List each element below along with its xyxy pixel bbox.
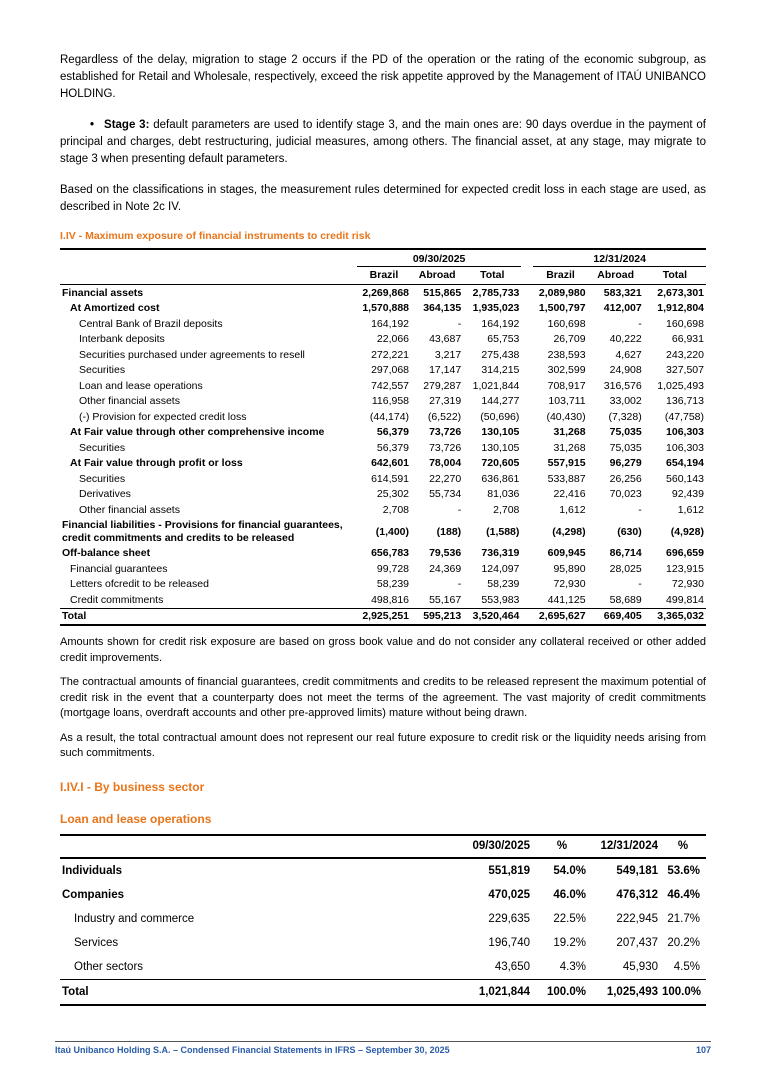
row-label: Other financial assets <box>79 395 180 407</box>
cell-value: 46.4% <box>667 888 700 901</box>
row-label: Individuals <box>62 864 123 877</box>
row-label: Derivatives <box>79 488 131 500</box>
cell-value: 79,536 <box>429 547 462 560</box>
cell-value: (630) <box>617 525 642 538</box>
cell-value: 130,105 <box>481 441 520 454</box>
footer-document-title: Itaú Unibanco Holding S.A. – Condensed Financial Statements in IFRS – September 30, 2025 <box>55 1045 450 1055</box>
bullet-glyph: • <box>90 119 95 131</box>
cell-value: 656,783 <box>371 547 410 560</box>
row-label: Credit commitments <box>70 593 164 606</box>
cell-value: - <box>457 503 462 516</box>
cell-value: 553,983 <box>481 593 520 606</box>
cell-value: 614,591 <box>371 472 410 485</box>
cell-value: 515,865 <box>423 286 462 299</box>
stage3-text: default parameters are used to identify stage 3, and the main ones are: 90 days overdue in the payment of principal and charges, debt restructuring, judicial measures, among others. The financial asset, at any stage, may migrate to stage 3 when presenting default parameters. <box>60 119 706 165</box>
heading-loan-lease-operations: Loan and lease operations <box>60 811 212 826</box>
cell-value: 1,021,844 <box>310 979 532 1005</box>
cell-value: 72,930 <box>553 578 586 591</box>
cell-value: 302,599 <box>547 364 586 377</box>
cell-value: (7,328) <box>608 410 642 423</box>
row-label: At Fair value through other comprehensive income <box>70 426 325 438</box>
column-spacer <box>521 285 533 301</box>
column-group-2024: 12/31/2024 <box>533 249 706 267</box>
cell-value: 43,687 <box>429 333 462 346</box>
cell-value: 583,321 <box>603 286 642 299</box>
subsection-heading-business-sector: I.IV.I - By business sector <box>60 779 205 794</box>
paragraph-stage3-bullet <box>60 117 706 168</box>
row-label: Financial guarantees <box>70 562 168 575</box>
row-label: Other sectors <box>74 960 144 973</box>
row-label: Securities <box>79 441 126 454</box>
cell-value: 2,708 <box>493 503 520 516</box>
row-label: Loan and lease operations <box>79 379 203 392</box>
column-spacer <box>521 518 533 546</box>
cell-value: 75,035 <box>609 426 642 439</box>
cell-value: 103,711 <box>548 395 586 408</box>
cell-value: 708,917 <box>547 379 586 392</box>
cell-value: 56,379 <box>376 441 410 454</box>
cell-value: 78,004 <box>429 457 462 470</box>
cell-value: (40,430) <box>546 410 586 423</box>
page-footer <box>55 1041 711 1055</box>
table-row <box>60 378 706 394</box>
table-row <box>60 546 706 562</box>
cell-value: 1,612 <box>677 503 704 516</box>
cell-value: 470,025 <box>488 888 530 901</box>
cell-value: 3,520,464 <box>463 608 521 625</box>
column-spacer <box>521 347 533 363</box>
cell-value: 1,021,844 <box>472 379 520 392</box>
cell-value: 65,753 <box>487 333 520 346</box>
cell-value: 160,698 <box>547 317 586 330</box>
table-row <box>60 883 706 907</box>
column-spacer <box>521 363 533 379</box>
cell-value: 164,192 <box>371 317 410 330</box>
cell-value: (47,758) <box>664 410 704 423</box>
row-label: Other financial assets <box>79 503 180 516</box>
header-abroad-2024: Abroad <box>588 267 644 285</box>
section-heading-max-exposure: I.IV - Maximum exposure of financial instruments to credit risk <box>60 230 371 242</box>
cell-value: 160,698 <box>666 317 704 330</box>
cell-value: 100.0% <box>660 979 706 1005</box>
table-row <box>60 955 706 980</box>
row-label: Companies <box>62 888 124 901</box>
row-label: Securities <box>79 472 126 485</box>
column-spacer <box>521 425 533 441</box>
cell-value: 2,785,733 <box>472 286 520 299</box>
cell-value: 58,239 <box>487 578 520 591</box>
paragraph-stage-classification: Based on the classifications in stages, the measurement rules determined for expected credit loss in each stage are used, as described in Note 2c IV. <box>60 184 706 213</box>
cell-value: (4,928) <box>670 525 704 538</box>
cell-value: 136,713 <box>666 395 704 408</box>
cell-value: 2,673,301 <box>657 286 704 299</box>
table-row <box>60 394 706 410</box>
cell-value: 73,726 <box>429 441 462 454</box>
cell-value: 144,277 <box>481 395 520 408</box>
cell-value: 55,167 <box>429 593 462 606</box>
cell-value: 557,915 <box>547 457 586 470</box>
header-date-2025: 09/30/2025 <box>310 835 532 858</box>
cell-value: 55,734 <box>429 488 462 501</box>
note-gross-book-value: Amounts shown for credit risk exposure are based on gross book value and do not consider any collateral received or other added credit improvements. <box>60 636 706 664</box>
stage3-label: Stage 3: <box>104 119 150 131</box>
cell-value: 1,025,493 <box>657 379 704 392</box>
cell-value: 70,023 <box>609 488 642 501</box>
empty-header-cell <box>60 267 357 285</box>
table-row <box>60 561 706 577</box>
cell-value: 72,930 <box>671 578 704 591</box>
max-exposure-table-body <box>60 285 706 626</box>
cell-value: (188) <box>436 525 462 538</box>
table-row <box>60 425 706 441</box>
cell-value: 742,557 <box>371 379 410 392</box>
cell-value: 229,635 <box>488 912 530 925</box>
column-spacer <box>521 332 533 348</box>
cell-value: 73,726 <box>429 426 462 439</box>
cell-value: (50,696) <box>480 410 520 423</box>
table-row <box>60 363 706 379</box>
cell-value: 92,439 <box>671 488 704 501</box>
cell-value: 441,125 <box>547 593 586 606</box>
cell-value: 272,221 <box>371 348 410 361</box>
row-label: At Fair value through profit or loss <box>70 457 243 469</box>
cell-value: 106,303 <box>666 441 704 454</box>
column-spacer <box>521 577 533 593</box>
cell-value: 40,222 <box>609 333 642 346</box>
table-row <box>60 858 706 883</box>
cell-value: 560,143 <box>666 472 704 485</box>
table-row <box>60 285 706 301</box>
cell-value: 86,714 <box>609 547 642 560</box>
cell-value: 2,925,251 <box>357 608 411 625</box>
row-label: Services <box>74 936 119 949</box>
cell-value: 654,194 <box>666 457 704 470</box>
cell-value: 720,605 <box>481 457 520 470</box>
cell-value: 364,135 <box>423 302 462 315</box>
table-row <box>60 332 706 348</box>
cell-value: 2,695,627 <box>533 608 587 625</box>
table-row <box>60 347 706 363</box>
cell-value: 58,689 <box>609 593 642 606</box>
cell-value: 116,958 <box>371 395 410 408</box>
cell-value: 696,659 <box>666 547 704 560</box>
table-row <box>60 592 706 608</box>
cell-value: (4,298) <box>552 525 586 538</box>
paragraph-stage2-migration: Regardless of the delay, migration to stage 2 occurs if the PD of the operation or the rating of the economic subgroup, as established for Retail and Wholesale, respectively, exceed the risk appetite approved by the Management of ITAÚ UNIBANCO HOLDING. <box>60 54 706 100</box>
cell-value: 243,220 <box>666 348 704 361</box>
cell-value: 124,097 <box>481 562 520 575</box>
row-label: Letters ofcredit to be released <box>70 578 209 590</box>
table-row <box>60 301 706 317</box>
header-brazil-2025: Brazil <box>357 267 411 285</box>
cell-value: 4.5% <box>673 960 700 973</box>
column-spacer <box>521 592 533 608</box>
cell-value: 207,437 <box>616 936 658 949</box>
cell-value: 498,816 <box>371 593 410 606</box>
cell-value: 327,507 <box>666 364 704 377</box>
cell-value: 31,268 <box>553 441 586 454</box>
column-spacer <box>521 301 533 317</box>
cell-value: 58,239 <box>376 578 410 591</box>
column-spacer <box>521 316 533 332</box>
header-abroad-2025: Abroad <box>411 267 463 285</box>
column-spacer <box>521 456 533 472</box>
row-label: Industry and commerce <box>74 912 195 925</box>
column-spacer <box>521 440 533 456</box>
header-total-2024: Total <box>644 267 706 285</box>
cell-value: 275,438 <box>481 348 520 361</box>
table-row <box>60 931 706 955</box>
sector-table-header-row <box>60 835 706 858</box>
column-spacer <box>521 409 533 425</box>
cell-value: (1,400) <box>375 525 410 538</box>
cell-value: 96,279 <box>609 457 642 470</box>
cell-value: (44,174) <box>369 410 410 423</box>
cell-value: - <box>457 578 462 591</box>
table-notes <box>60 635 706 762</box>
cell-value: 412,007 <box>603 302 642 315</box>
row-label: (-) Provision for expected credit loss <box>79 410 247 423</box>
cell-value: 20.2% <box>667 936 700 949</box>
cell-value: 4.3% <box>559 960 586 973</box>
row-label: Securities purchased under agreements to resell <box>79 348 305 361</box>
cell-value: 533,887 <box>547 472 586 485</box>
cell-value: 1,570,888 <box>362 302 410 315</box>
cell-value: 24,369 <box>429 562 462 575</box>
row-label: Total <box>60 608 357 625</box>
cell-value: 24,908 <box>609 364 642 377</box>
cell-value: 54.0% <box>553 864 586 877</box>
cell-value: 4,627 <box>615 348 642 361</box>
cell-value: 21.7% <box>667 912 700 925</box>
cell-value: 164,192 <box>481 317 520 330</box>
table-row <box>60 471 706 487</box>
cell-value: 1,612 <box>559 503 586 516</box>
note-contractual-amounts: The contractual amounts of financial guarantees, credit commitments and credits to be released represent the maximum potential of credit risk in the event that a counterparty does not meet the terms of the agreement. The vast majority of credit commitments (mortgage loans, overdraft accounts and other pre-approved limits) mature without being drawn. <box>60 676 706 719</box>
cell-value: 476,312 <box>616 888 658 901</box>
cell-value: 22,270 <box>429 472 462 485</box>
column-spacer <box>521 502 533 518</box>
column-spacer <box>521 608 533 625</box>
cell-value: 99,728 <box>376 562 410 575</box>
cell-value: 2,708 <box>382 503 410 516</box>
cell-value: 636,861 <box>481 472 520 485</box>
cell-value: 499,814 <box>666 593 704 606</box>
cell-value: 1,025,493 <box>592 979 660 1005</box>
cell-value: 46.0% <box>553 888 586 901</box>
cell-value: 27,319 <box>429 395 462 408</box>
cell-value: 316,576 <box>603 379 642 392</box>
cell-value: - <box>457 317 462 330</box>
row-label: Central Bank of Brazil deposits <box>79 317 223 330</box>
table-group-header-row <box>60 249 706 267</box>
cell-value: 17,147 <box>429 364 462 377</box>
cell-value: 26,256 <box>609 472 642 485</box>
cell-value: 26,709 <box>553 333 586 346</box>
table-row <box>60 409 706 425</box>
column-spacer <box>521 546 533 562</box>
cell-value: - <box>638 578 642 591</box>
cell-value: 45,930 <box>622 960 658 973</box>
cell-value: 297,068 <box>371 364 410 377</box>
cell-value: 279,287 <box>423 379 462 392</box>
note-real-future-exposure: As a result, the total contractual amount does not represent our real future exposure to credit risk or the liquidity needs arising from such commitments. <box>60 731 706 759</box>
max-exposure-table <box>60 248 706 626</box>
row-label: Interbank deposits <box>79 333 165 345</box>
cell-value: 22,416 <box>553 488 586 501</box>
cell-value: (1,588) <box>486 525 520 538</box>
cell-value: 549,181 <box>616 864 658 877</box>
row-label: Off-balance sheet <box>62 547 151 559</box>
cell-value: 75,035 <box>609 441 642 454</box>
cell-value: 130,105 <box>481 426 520 439</box>
cell-value: 33,002 <box>609 395 642 408</box>
header-total-2025: Total <box>463 267 521 285</box>
cell-value: 669,405 <box>588 608 644 625</box>
cell-value: 22.5% <box>553 912 586 925</box>
cell-value: 106,303 <box>666 426 704 439</box>
row-label: Securities <box>79 364 126 376</box>
column-spacer <box>521 561 533 577</box>
business-sector-table-body <box>60 858 706 1005</box>
column-spacer <box>521 249 533 267</box>
cell-value: 100.0% <box>532 979 592 1005</box>
header-percent-2025: % <box>532 835 592 858</box>
cell-value: 81,036 <box>487 488 520 501</box>
row-label: Financial assets <box>62 286 144 299</box>
cell-value: 19.2% <box>553 936 586 949</box>
cell-value: 53.6% <box>667 864 700 877</box>
table-row <box>60 979 706 1005</box>
header-brazil-2024: Brazil <box>533 267 587 285</box>
cell-value: 1,500,797 <box>538 302 586 315</box>
column-spacer <box>521 487 533 503</box>
empty-header-cell <box>60 249 357 267</box>
cell-value: 238,593 <box>547 348 586 361</box>
cell-value: 25,302 <box>376 488 410 501</box>
cell-value: 642,601 <box>371 457 410 470</box>
cell-value: 551,819 <box>488 864 530 877</box>
cell-value: 222,945 <box>616 912 658 925</box>
cell-value: - <box>638 317 642 330</box>
cell-value: 28,025 <box>609 562 642 575</box>
row-label: Financial liabilities - Provisions for financial guarantees, credit commitments and credits to be released <box>62 519 343 544</box>
column-group-2025: 09/30/2025 <box>357 249 522 267</box>
header-date-2024: 12/31/2024 <box>592 835 660 858</box>
cell-value: 66,931 <box>671 333 704 346</box>
table-row <box>60 440 706 456</box>
cell-value: 736,319 <box>481 547 520 560</box>
cell-value: 3,217 <box>434 348 462 361</box>
column-spacer <box>521 267 533 285</box>
row-label: At Amortized cost <box>70 302 160 314</box>
column-spacer <box>521 378 533 394</box>
cell-value: (6,522) <box>427 410 462 423</box>
cell-value: 31,268 <box>553 426 586 439</box>
table-row <box>60 518 706 546</box>
cell-value: 43,650 <box>494 960 530 973</box>
business-sector-table <box>60 834 706 1006</box>
table-row <box>60 487 706 503</box>
column-spacer <box>521 471 533 487</box>
empty-header-cell <box>60 835 310 858</box>
table-row <box>60 577 706 593</box>
row-label: Total <box>60 979 310 1005</box>
table-subheader-row <box>60 267 706 285</box>
cell-value: 595,213 <box>411 608 463 625</box>
cell-value: 196,740 <box>488 936 530 949</box>
footer-page-number: 107 <box>695 1045 711 1055</box>
table-row <box>60 456 706 472</box>
table-row <box>60 316 706 332</box>
cell-value: 2,089,980 <box>538 286 586 299</box>
table-row <box>60 502 706 518</box>
cell-value: - <box>638 503 642 516</box>
table-row <box>60 608 706 625</box>
table-row <box>60 907 706 931</box>
cell-value: 1,935,023 <box>472 302 520 315</box>
cell-value: 1,912,804 <box>657 302 704 315</box>
cell-value: 22,066 <box>376 333 410 346</box>
cell-value: 3,365,032 <box>644 608 706 625</box>
cell-value: 609,945 <box>547 547 586 560</box>
cell-value: 314,215 <box>481 364 520 377</box>
cell-value: 2,269,868 <box>362 286 410 299</box>
cell-value: 95,890 <box>553 562 586 575</box>
cell-value: 56,379 <box>376 426 410 439</box>
column-spacer <box>521 394 533 410</box>
cell-value: 123,915 <box>666 562 704 575</box>
header-percent-2024: % <box>660 835 706 858</box>
